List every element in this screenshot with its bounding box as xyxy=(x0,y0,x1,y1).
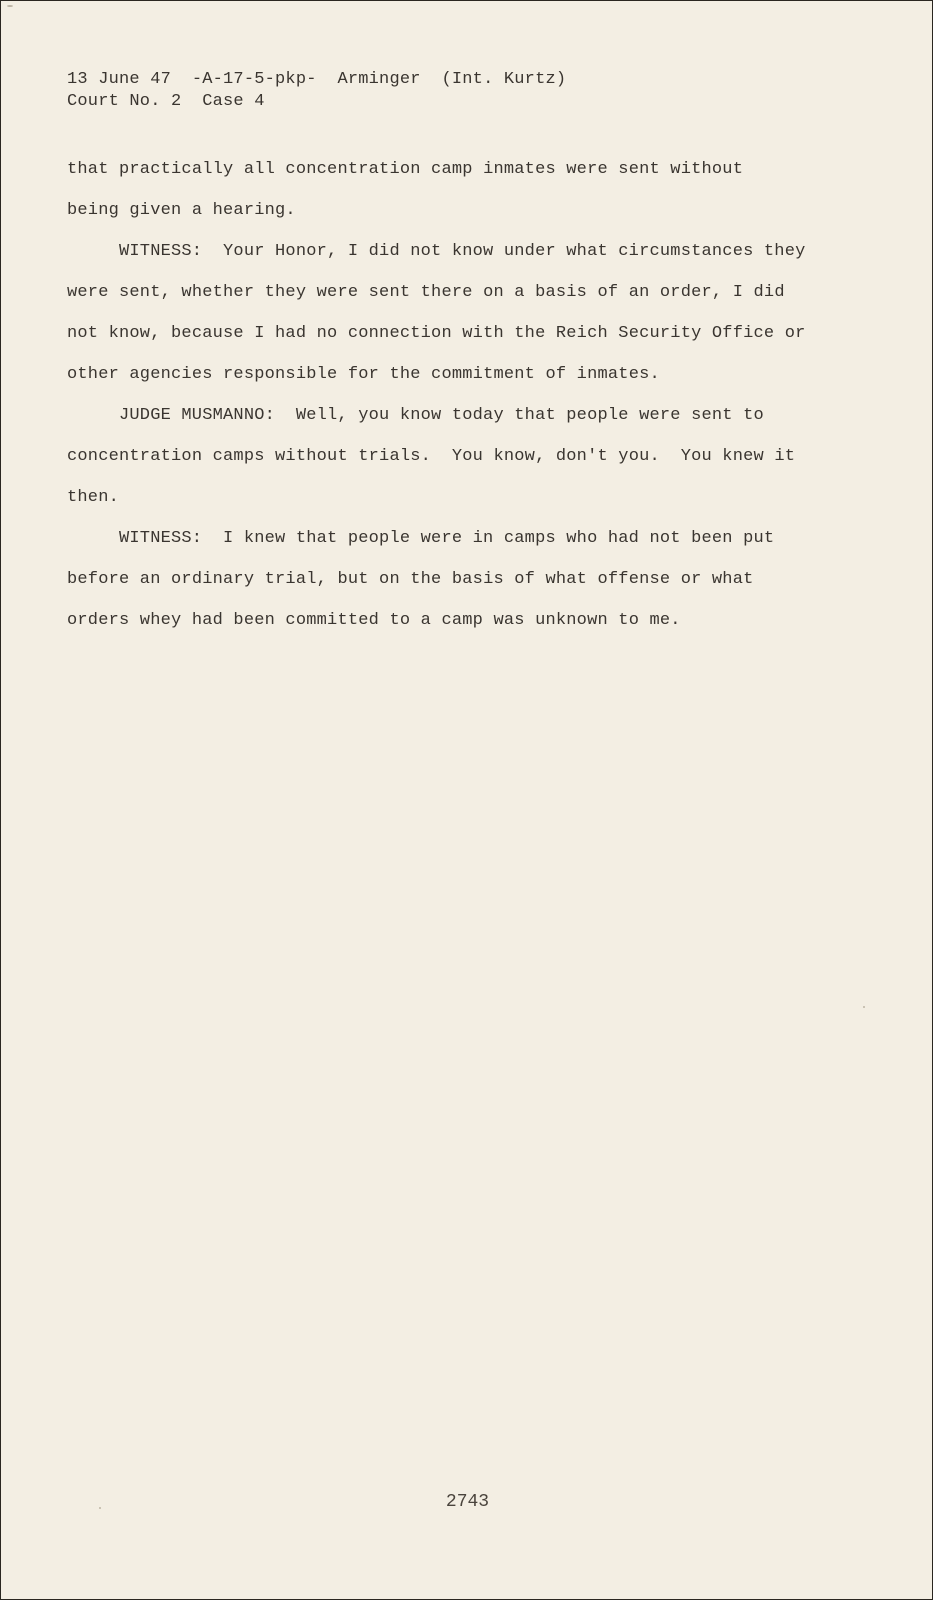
transcript-line: orders whey had been committed to a camp was unknown to me. xyxy=(67,611,681,630)
transcript-line: not know, because I had no connection with the Reich Security Office or xyxy=(67,324,806,343)
transcript-line: JUDGE MUSMANNO: Well, you know today that people were sent to xyxy=(119,406,764,425)
transcript-line: were sent, whether they were sent there on a basis of an order, I did xyxy=(67,283,785,302)
transcript-line: WITNESS: I knew that people were in camps who had not been put xyxy=(119,529,775,548)
document-header xyxy=(67,69,566,113)
transcript-line: then. xyxy=(67,488,120,507)
paper-speck xyxy=(863,1006,865,1008)
transcript-line: being given a hearing. xyxy=(67,201,296,220)
transcript-line: WITNESS: Your Honor, I did not know under what circumstances they xyxy=(119,242,806,261)
transcript-line: that practically all concentration camp inmates were sent without xyxy=(67,160,744,179)
transcript-line: concentration camps without trials. You know, don't you. You knew it xyxy=(67,447,796,466)
header-court-case: Court No. 2 Case 4 xyxy=(67,92,265,111)
page-number: 2743 xyxy=(445,1492,490,1512)
transcript-body xyxy=(67,149,827,641)
paper-speck xyxy=(7,5,13,7)
transcript-line: other agencies responsible for the commitment of inmates. xyxy=(67,365,660,384)
transcript-line: before an ordinary trial, but on the basis of what offense or what xyxy=(67,570,754,589)
header-date-reference: 13 June 47 -A-17-5-pkp- Arminger (Int. Kurtz) xyxy=(67,70,567,89)
